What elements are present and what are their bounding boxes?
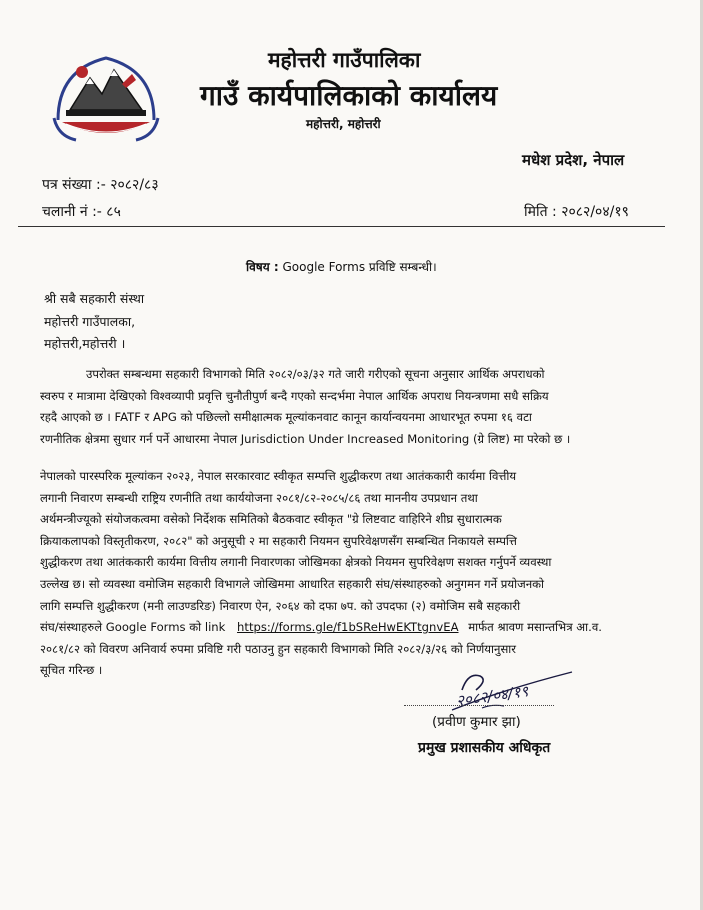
subject-label: विषय : [246,260,279,274]
province-label: मधेश प्रदेश, नेपाल [522,151,625,169]
para1-line: रहदै आएको छ । FATF र APG को पछिल्लो समीक्षात्मक मूल्यांकनवाट कानून कार्यान्वयनमा आधारभूत रुपमा १६ वटा [40,410,532,425]
para2-link-line [40,617,664,639]
signature-handwritten-date: २०८२/०४/१९ [455,682,530,710]
para2-line: संघ/संस्थाहरुले Google Forms को link [40,620,226,635]
recipient-line-2: महोत्तरी गाउँपालका, [44,314,136,329]
signatory-designation: प्रमुख प्रशासकीय अधिकृत [418,740,551,756]
para2-line: सूचित गरिन्छ । [40,663,103,678]
signature-line [404,705,554,706]
subject-line [246,258,437,275]
para1-line: उपरोक्त सम्बन्धमा सहकारी विभागको मिति २०८२/०३/३२ गते जारी गरीएको सूचना अनुसार आर्थिक अपराधको [86,367,545,381]
para2-line: नेपालको पारस्परिक मूल्यांकन २०२३, नेपाल सरकारवाट स्वीकृत सम्पत्ति शुद्धीकरण तथा आतंककारी कार्यमा वित्तीय [40,469,517,483]
para2-line: शुद्धीकरण तथा आतंककारी कार्यमा वित्तीय लगानी निवारणका जोखिमका क्षेत्रको नियमन सुपरिवेक्षण सशक्त गर्नुपर्ने व्यवस्था [40,555,552,570]
municipality-name: महोत्तरी गाउँपालिका [268,48,421,72]
header-divider [18,226,665,227]
recipient-line-3: महोत्तरी,महोत्तरी । [44,336,126,351]
body-paragraph-1 [40,364,664,450]
letter-date: मिति : २०८२/०४/१९ [524,204,629,220]
letter-number: पत्र संख्या :- २०८२/८३ [42,177,159,193]
signatory-name: (प्रवीण कुमार झा) [432,714,521,730]
municipality-emblem-icon [52,48,160,144]
recipient-line-1: श्री सबै सहकारी संस्था [44,291,145,306]
google-forms-link[interactable]: https://forms.gle/f1bSReHwEKTtgnvEA [237,620,459,635]
office-location: महोत्तरी, महोत्तरी [306,117,381,131]
subject-text: Google Forms प्रविष्टि सम्बन्धी। [282,260,437,274]
para2-after-link: मार्फत श्रावण मसान्तभित्र आ.व. [468,620,602,635]
para2-line: २०८१/८२ को विवरण अनिवार्य रुपमा प्रविष्टि गरी पठाउनु हुन सहकारी विभागको मिति २०८२/३/२६ को निर्णयानुसार [40,641,517,656]
para2-line: लागि सम्पत्ति शुद्धीकरण (मनी लाउण्डरिङ) निवारण ऐन, २०६४ को दफा ७प. को उपदफा (२) वमोजिम सबै सहकारी [40,598,521,613]
para2-line: लगानी निवारण सम्बन्धी राष्ट्रिय रणनीति तथा कार्ययोजना २०८१/८२-२०८५/८६ तथा माननीय उपप्रधान तथा [40,490,478,505]
para1-line: स्वरुप र मात्रामा देखिएको विश्वव्यापी प्रवृत्ति चुनौतीपुर्ण बन्दै गएको सन्दर्भमा नेपाल आर्थिक अपराध नियन्त्रणमा सधै सक्रिय [40,388,549,403]
body-paragraph-2 [40,466,664,682]
para2-line: क्रियाकलापको विस्तृतीकरण, २०८२" को अनुसूची २ मा सहकारी नियमन सुपरिवेक्षणसँग सम्बन्धित निकायले सम्पत्ति [40,533,517,548]
para2-line: उल्लेख छ। सो व्यवस्था वमोजिम सहकारी विभागले जोखिममा आधारित सहकारी संघ/संस्थाहरुको अनुगमन गर्ने प्रयोजनको [40,576,545,591]
dispatch-number: चलानी नं :- ८५ [42,204,121,220]
para2-line: अर्थमन्त्रीज्यूको संयोजकत्वमा वसेको निर्देशक समितिको बैठकवाट स्वीकृत "ग्रे लिष्टवाट वाहिरिने शीघ्र सुधारात्मक [40,512,502,527]
para1-line: रणनीतिक क्षेत्रमा सुधार गर्न पर्ने आधारमा नेपाल Jurisdiction Under Increased Monitoring (ग्रे लिष्ट) मा परेको छ । [40,431,571,446]
office-title: गाउँ कार्यपालिकाको कार्यालय [200,79,498,112]
